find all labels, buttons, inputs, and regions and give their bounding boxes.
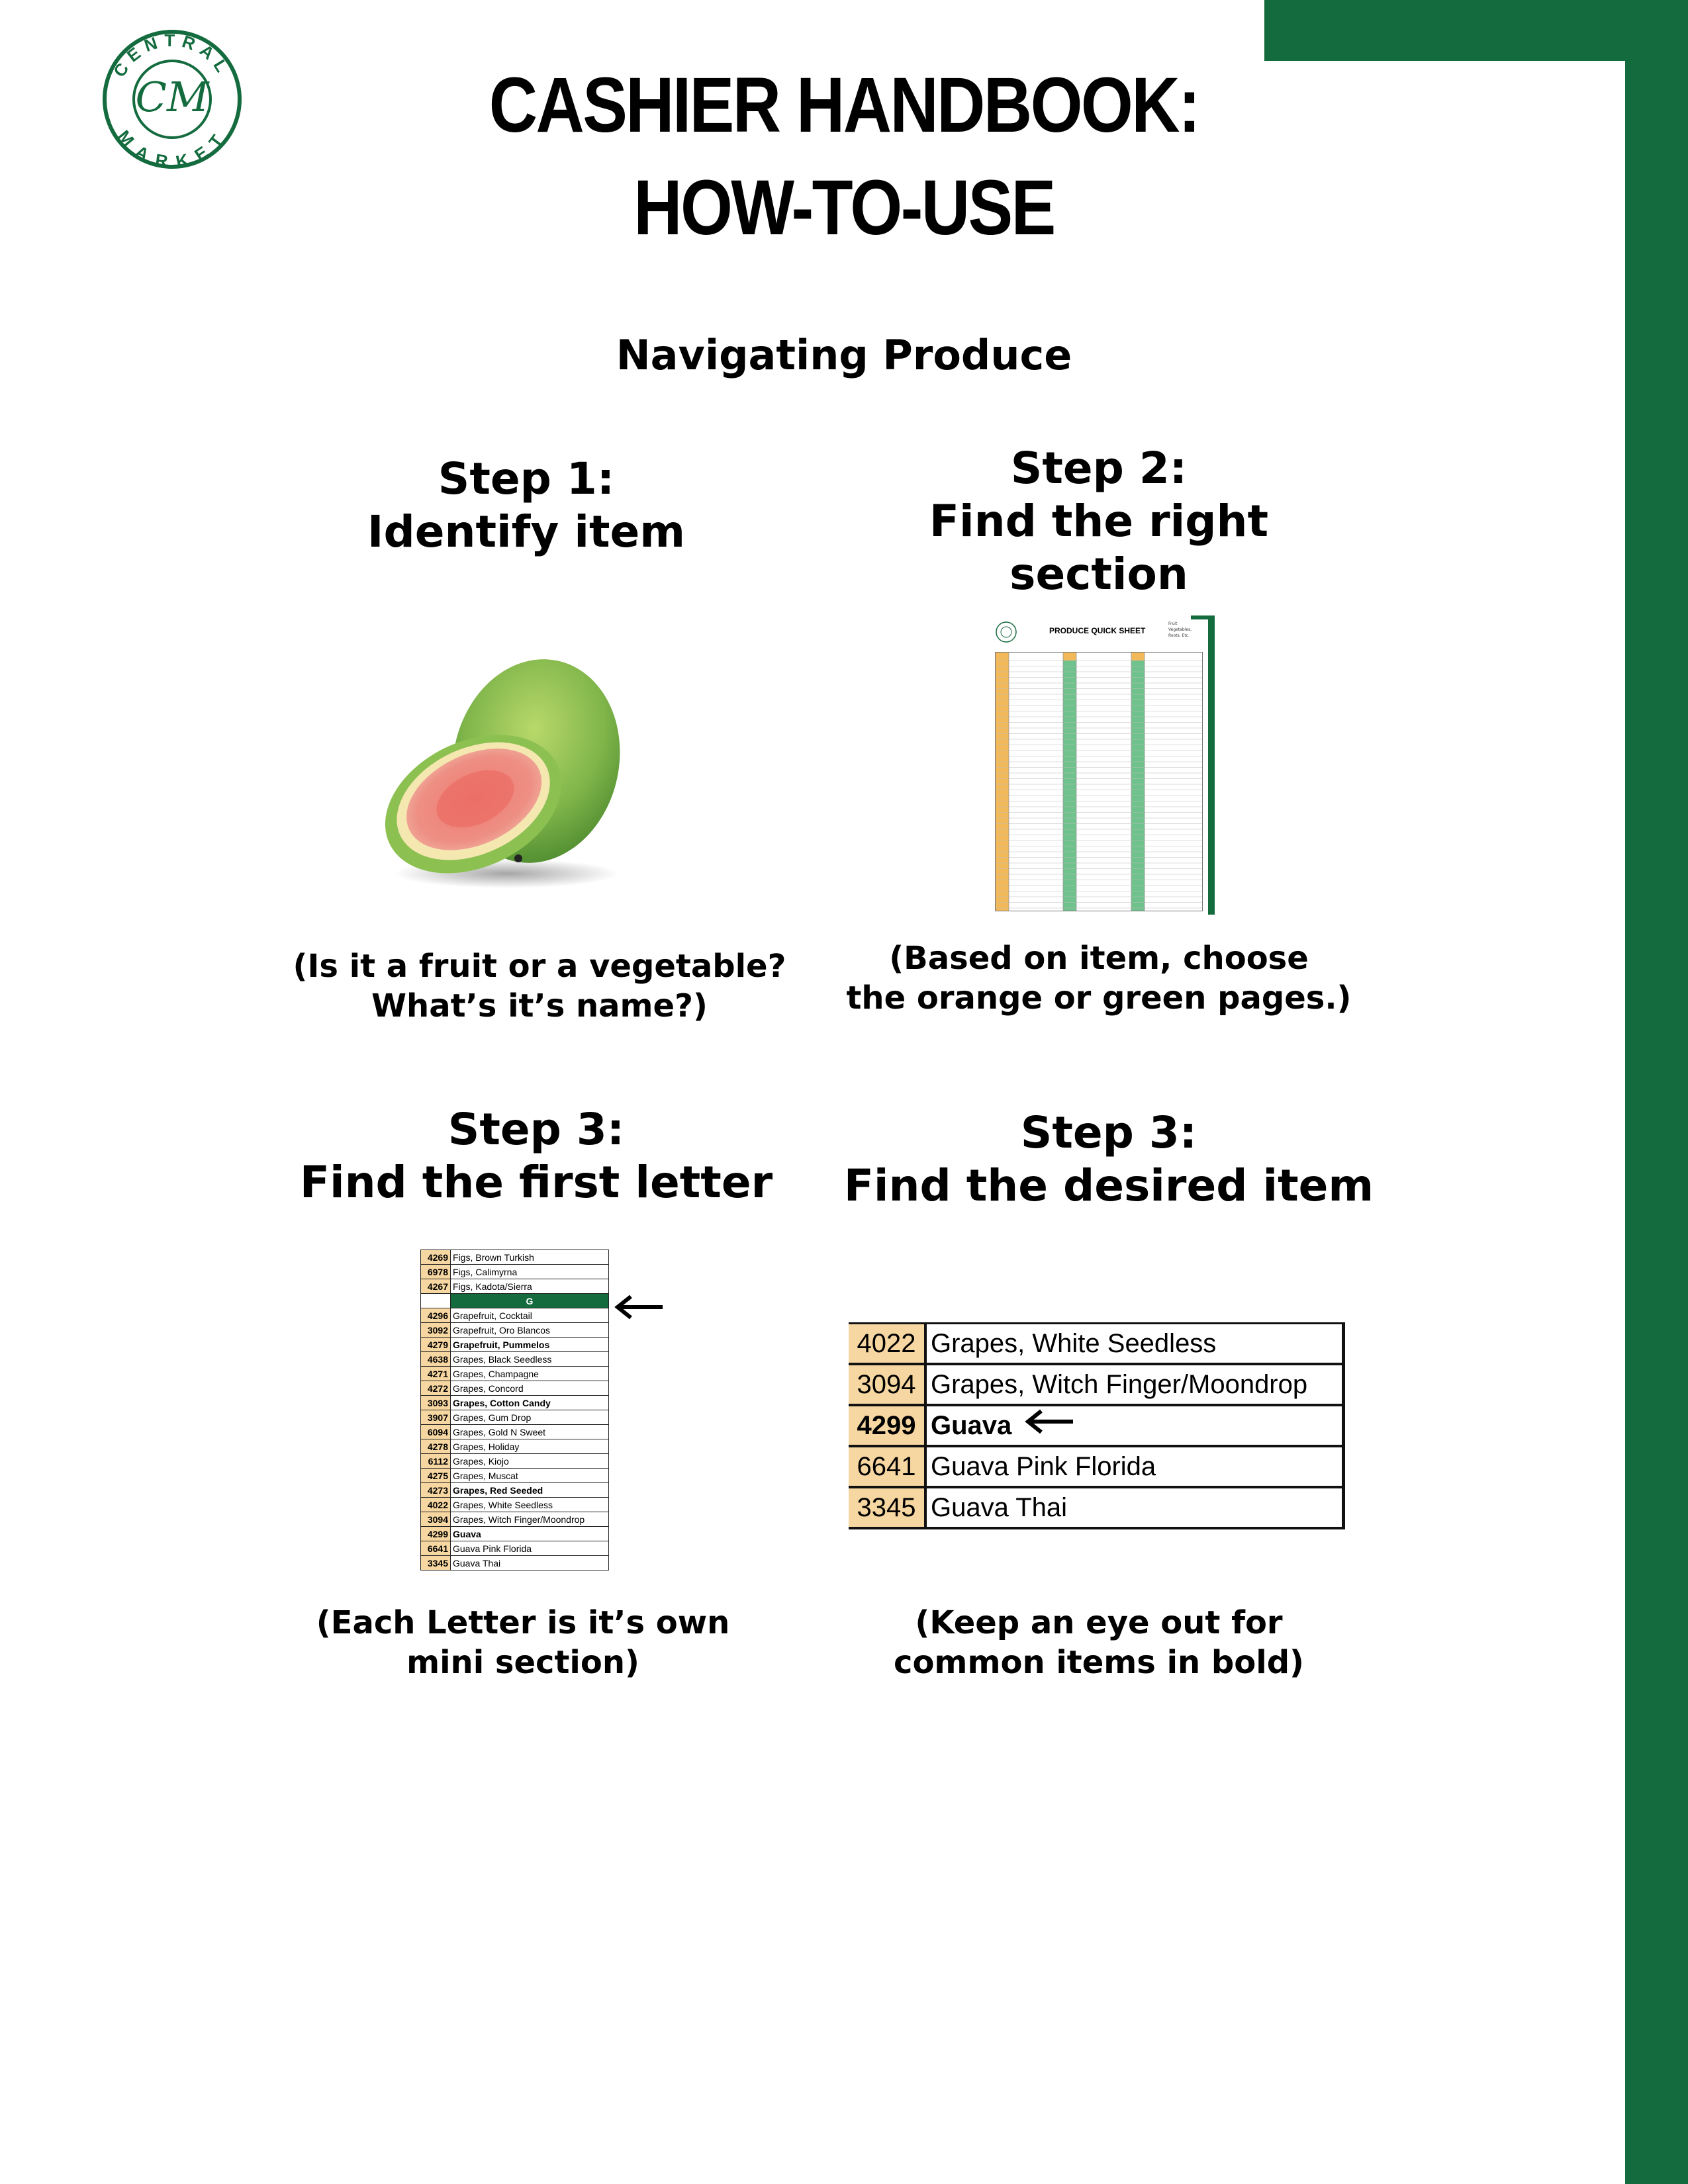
list-item <box>849 1324 1344 1365</box>
step3a-caption-line2: mini section) <box>406 1644 639 1681</box>
produce-quick-sheet-thumbnail <box>990 615 1215 915</box>
guava-photo <box>374 652 626 897</box>
list-item <box>421 1541 609 1556</box>
plu-code: 6112 <box>421 1454 451 1469</box>
item-name: Grapes, Black Seedless <box>451 1352 609 1367</box>
list-item <box>421 1381 609 1396</box>
item-name: Guava Thai <box>925 1487 1344 1528</box>
legend-fruit: Fruit <box>1168 621 1178 626</box>
left-arrow-icon <box>612 1294 665 1320</box>
list-item <box>421 1556 609 1570</box>
plu-code: 3345 <box>421 1556 451 1570</box>
step2-heading-line3: section <box>1009 549 1188 600</box>
item-name: Figs, Kadota/Sierra <box>451 1279 609 1294</box>
legend-vegetables: Vegetables, <box>1168 627 1192 632</box>
list-item <box>849 1364 1344 1405</box>
svg-text:CENTRAL: CENTRAL <box>109 30 235 81</box>
list-item <box>421 1323 609 1338</box>
item-name: Grapes, Gold N Sweet <box>451 1425 609 1439</box>
plu-code: 4299 <box>421 1527 451 1541</box>
legend-roots: Roots, Etc. <box>1168 633 1190 638</box>
central-market-logo <box>99 26 245 172</box>
sheet-legend <box>1168 621 1192 639</box>
item-name: Guava Thai <box>451 1556 609 1570</box>
left-arrow-icon-large <box>1023 1408 1076 1435</box>
desired-item-list <box>849 1322 1345 1529</box>
item-name: Guava <box>925 1405 1344 1446</box>
plu-code: 6641 <box>849 1446 925 1487</box>
plu-code: 3094 <box>421 1512 451 1527</box>
decorative-green-strip-right <box>1625 0 1688 2184</box>
plu-code: 4269 <box>421 1250 451 1265</box>
item-name: Grapes, Red Seeded <box>451 1483 609 1498</box>
list-item <box>421 1527 609 1541</box>
first-letter-list <box>420 1250 609 1570</box>
step1-caption-line2: What’s it’s name?) <box>371 987 708 1024</box>
item-name: Grapes, Holiday <box>451 1439 609 1454</box>
plu-code: 4279 <box>421 1338 451 1352</box>
item-name: Figs, Brown Turkish <box>451 1250 609 1265</box>
plu-code: 4296 <box>421 1308 451 1323</box>
plu-code: 4022 <box>849 1324 925 1365</box>
sheet-logo-icon <box>995 621 1017 643</box>
list-item <box>421 1367 609 1381</box>
plu-code: 3907 <box>421 1410 451 1425</box>
section-subtitle: Navigating Produce <box>616 331 1072 379</box>
list-item <box>421 1425 609 1439</box>
plu-code: 6978 <box>421 1265 451 1279</box>
item-name: Grapes, Kiojo <box>451 1454 609 1469</box>
step2-heading-line2: Find the right <box>929 496 1269 547</box>
sheet-green-border-top <box>1191 615 1215 619</box>
page-title-line1: CASHIER HANDBOOK: <box>489 62 1199 149</box>
list-item <box>421 1265 609 1279</box>
step2-heading-line1: Step 2: <box>1010 443 1188 494</box>
step3b-heading-line2: Find the desired item <box>843 1160 1374 1211</box>
plu-code: 4638 <box>421 1352 451 1367</box>
list-item <box>421 1512 609 1527</box>
page-title-line2: HOW-TO-USE <box>633 164 1055 251</box>
item-name: Grapes, White Seedless <box>925 1324 1344 1365</box>
item-name: Grapefruit, Oro Blancos <box>451 1323 609 1338</box>
plu-code: 6094 <box>421 1425 451 1439</box>
item-name: Grapefruit, Cocktail <box>451 1308 609 1323</box>
step2-caption-line2: the orange or green pages.) <box>846 979 1352 1017</box>
item-name: Grapes, Champagne <box>451 1367 609 1381</box>
plu-code: 3092 <box>421 1323 451 1338</box>
step1-heading-line1: Step 1: <box>438 453 615 504</box>
step3a-heading-line1: Step 3: <box>447 1104 625 1155</box>
list-item <box>421 1469 609 1483</box>
step1-caption-line1: (Is it a fruit or a vegetable? <box>293 948 786 985</box>
step2-caption-line1: (Based on item, choose <box>889 940 1309 977</box>
item-name: Grapes, Gum Drop <box>451 1410 609 1425</box>
plu-code: 4271 <box>421 1367 451 1381</box>
plu-code: 4299 <box>849 1405 925 1446</box>
sheet-table-grid <box>995 652 1203 911</box>
list-item <box>421 1483 609 1498</box>
plu-code: 4022 <box>421 1498 451 1512</box>
list-item <box>421 1396 609 1410</box>
step3b-caption-line2: common items in bold) <box>894 1644 1304 1681</box>
item-name: Grapes, Witch Finger/Moondrop <box>925 1364 1344 1405</box>
letter-header: G <box>451 1294 609 1308</box>
list-item <box>421 1250 609 1265</box>
svg-text:CM: CM <box>135 73 209 121</box>
list-item <box>849 1405 1344 1446</box>
list-item <box>421 1439 609 1454</box>
list-item <box>421 1498 609 1512</box>
step3b-caption-line1: (Keep an eye out for <box>915 1604 1283 1641</box>
list-item <box>421 1338 609 1352</box>
item-name: Grapes, Muscat <box>451 1469 609 1483</box>
item-name: Grapes, Witch Finger/Moondrop <box>451 1512 609 1527</box>
list-item <box>421 1454 609 1469</box>
step1-heading-line2: Identify item <box>367 506 686 557</box>
plu-code: 4273 <box>421 1483 451 1498</box>
plu-code: 3093 <box>421 1396 451 1410</box>
item-name: Grapes, Cotton Candy <box>451 1396 609 1410</box>
step3b-heading-line1: Step 3: <box>1020 1107 1197 1158</box>
list-item <box>421 1279 609 1294</box>
step3a-caption-line1: (Each Letter is it’s own <box>316 1604 730 1641</box>
plu-code: 3094 <box>849 1364 925 1405</box>
sheet-green-border <box>1208 615 1215 915</box>
decorative-green-strip-top <box>1264 0 1688 61</box>
step3a-heading-line2: Find the first letter <box>299 1157 773 1208</box>
list-item <box>849 1487 1344 1528</box>
list-item <box>849 1446 1344 1487</box>
sheet-title: PRODUCE QUICK SHEET <box>1049 626 1146 635</box>
letter-header-row <box>421 1294 609 1308</box>
plu-code: 3345 <box>849 1487 925 1528</box>
list-item <box>421 1308 609 1323</box>
item-name: Grapefruit, Pummelos <box>451 1338 609 1352</box>
plu-code: 4272 <box>421 1381 451 1396</box>
item-name: Grapes, Concord <box>451 1381 609 1396</box>
plu-code: 6641 <box>421 1541 451 1556</box>
plu-code <box>421 1294 451 1308</box>
list-item <box>421 1352 609 1367</box>
item-name: Guava Pink Florida <box>451 1541 609 1556</box>
item-name: Grapes, White Seedless <box>451 1498 609 1512</box>
plu-code: 4267 <box>421 1279 451 1294</box>
item-name: Figs, Calimyrna <box>451 1265 609 1279</box>
list-item <box>421 1410 609 1425</box>
item-name: Guava <box>451 1527 609 1541</box>
plu-code: 4278 <box>421 1439 451 1454</box>
svg-text:MARKET: MARKET <box>113 126 231 172</box>
item-name: Guava Pink Florida <box>925 1446 1344 1487</box>
plu-code: 4275 <box>421 1469 451 1483</box>
